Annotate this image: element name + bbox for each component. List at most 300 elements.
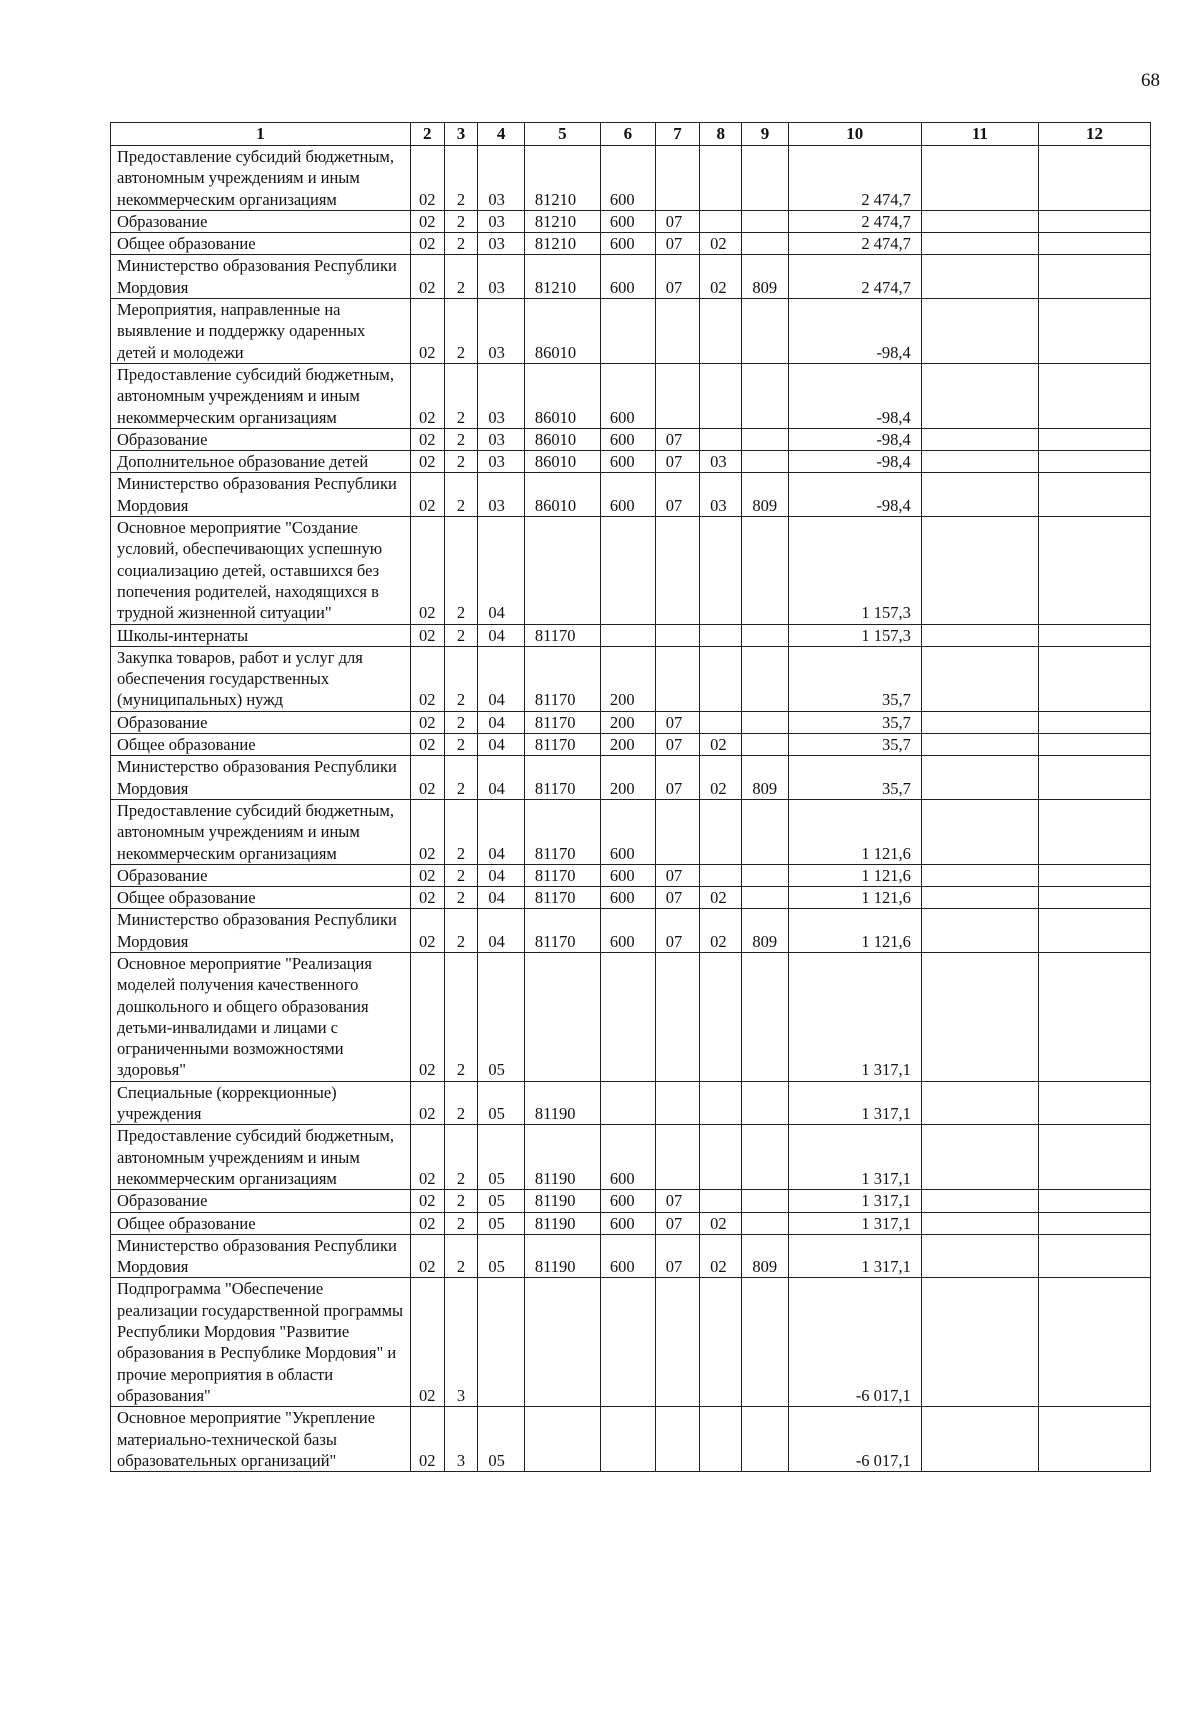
cell-code-5: 81210 xyxy=(524,146,600,211)
cell-code-6: 600 xyxy=(600,428,655,450)
cell-code-9 xyxy=(742,624,788,646)
cell-col-11 xyxy=(921,233,1038,255)
cell-code-7 xyxy=(655,146,699,211)
cell-col-12 xyxy=(1039,864,1151,886)
cell-code-4: 03 xyxy=(478,210,524,232)
cell-amount: 2 474,7 xyxy=(788,210,921,232)
cell-code-2: 02 xyxy=(410,1407,444,1472)
cell-amount: 35,7 xyxy=(788,734,921,756)
cell-code-9 xyxy=(742,233,788,255)
cell-code-5 xyxy=(524,517,600,624)
cell-code-5: 81170 xyxy=(524,909,600,953)
cell-name: Общее образование xyxy=(111,233,411,255)
cell-code-3: 2 xyxy=(444,255,478,299)
cell-code-3: 2 xyxy=(444,646,478,711)
cell-code-5: 81170 xyxy=(524,646,600,711)
cell-code-7: 07 xyxy=(655,451,699,473)
cell-code-8: 02 xyxy=(700,1234,742,1278)
cell-amount: 1 317,1 xyxy=(788,952,921,1081)
column-header-6: 6 xyxy=(600,123,655,146)
cell-code-6: 600 xyxy=(600,210,655,232)
cell-code-5 xyxy=(524,952,600,1081)
table-body xyxy=(111,146,1151,1472)
cell-code-4: 04 xyxy=(478,887,524,909)
cell-code-8: 02 xyxy=(700,734,742,756)
cell-name: Образование xyxy=(111,864,411,886)
cell-code-9 xyxy=(742,1081,788,1125)
cell-col-11 xyxy=(921,1234,1038,1278)
table-row xyxy=(111,517,1151,624)
cell-code-8: 02 xyxy=(700,756,742,800)
cell-code-7: 07 xyxy=(655,864,699,886)
cell-code-4: 03 xyxy=(478,451,524,473)
cell-code-9 xyxy=(742,646,788,711)
table-row xyxy=(111,1125,1151,1190)
cell-col-11 xyxy=(921,146,1038,211)
cell-col-11 xyxy=(921,363,1038,428)
cell-name: Дополнительное образование детей xyxy=(111,451,411,473)
cell-code-2: 02 xyxy=(410,1278,444,1407)
cell-code-3: 2 xyxy=(444,952,478,1081)
cell-code-8 xyxy=(700,1190,742,1212)
cell-code-4: 04 xyxy=(478,711,524,733)
cell-code-9 xyxy=(742,363,788,428)
cell-code-3: 2 xyxy=(444,711,478,733)
cell-code-8 xyxy=(700,146,742,211)
cell-code-2: 02 xyxy=(410,887,444,909)
cell-code-6: 600 xyxy=(600,363,655,428)
cell-code-6: 200 xyxy=(600,734,655,756)
cell-col-11 xyxy=(921,1278,1038,1407)
cell-code-9 xyxy=(742,517,788,624)
cell-amount: 1 317,1 xyxy=(788,1125,921,1190)
cell-code-5 xyxy=(524,1407,600,1472)
cell-code-6 xyxy=(600,517,655,624)
cell-code-2: 02 xyxy=(410,799,444,864)
cell-code-5: 81210 xyxy=(524,233,600,255)
cell-code-4: 05 xyxy=(478,1190,524,1212)
cell-col-12 xyxy=(1039,1407,1151,1472)
cell-code-7: 07 xyxy=(655,255,699,299)
cell-col-11 xyxy=(921,711,1038,733)
cell-col-11 xyxy=(921,646,1038,711)
cell-code-2: 02 xyxy=(410,864,444,886)
cell-name: Основное мероприятие "Создание условий, обеспечивающих успешную социализацию детей, оставшихся без попечения родителей, находящихся в трудной жизненной ситуации" xyxy=(111,517,411,624)
cell-name: Министерство образования Республики Мордовия xyxy=(111,1234,411,1278)
cell-code-8: 02 xyxy=(700,1212,742,1234)
cell-code-4: 03 xyxy=(478,299,524,364)
cell-amount: 1 121,6 xyxy=(788,799,921,864)
cell-code-8 xyxy=(700,952,742,1081)
cell-code-4: 05 xyxy=(478,1081,524,1125)
cell-col-11 xyxy=(921,909,1038,953)
cell-amount: -98,4 xyxy=(788,451,921,473)
cell-code-6: 600 xyxy=(600,451,655,473)
cell-code-3: 2 xyxy=(444,799,478,864)
cell-code-8 xyxy=(700,864,742,886)
cell-amount: 2 474,7 xyxy=(788,255,921,299)
cell-col-12 xyxy=(1039,233,1151,255)
cell-code-5: 86010 xyxy=(524,473,600,517)
cell-amount: 1 317,1 xyxy=(788,1190,921,1212)
column-header-2: 2 xyxy=(410,123,444,146)
cell-code-5: 81210 xyxy=(524,255,600,299)
table-row xyxy=(111,473,1151,517)
table-row xyxy=(111,1278,1151,1407)
column-header-8: 8 xyxy=(700,123,742,146)
cell-code-3: 2 xyxy=(444,517,478,624)
cell-code-3: 2 xyxy=(444,473,478,517)
cell-code-4: 04 xyxy=(478,734,524,756)
cell-code-2: 02 xyxy=(410,363,444,428)
cell-code-5: 81170 xyxy=(524,864,600,886)
cell-col-12 xyxy=(1039,909,1151,953)
cell-code-7 xyxy=(655,517,699,624)
cell-code-6: 600 xyxy=(600,1190,655,1212)
cell-code-4: 03 xyxy=(478,233,524,255)
table-row xyxy=(111,909,1151,953)
cell-code-7: 07 xyxy=(655,1190,699,1212)
cell-code-4: 04 xyxy=(478,646,524,711)
cell-code-9: 809 xyxy=(742,909,788,953)
cell-code-2: 02 xyxy=(410,909,444,953)
cell-code-2: 02 xyxy=(410,428,444,450)
cell-code-8 xyxy=(700,363,742,428)
cell-col-11 xyxy=(921,428,1038,450)
table-row xyxy=(111,146,1151,211)
cell-code-2: 02 xyxy=(410,255,444,299)
cell-code-5: 81170 xyxy=(524,624,600,646)
cell-name: Основное мероприятие "Реализация моделей получения качественного дошкольного и общего образования детьми-инвалидами и лицами с ограниченными возможностями здоровья" xyxy=(111,952,411,1081)
table-row xyxy=(111,1407,1151,1472)
cell-col-12 xyxy=(1039,210,1151,232)
cell-code-8 xyxy=(700,646,742,711)
cell-code-9: 809 xyxy=(742,473,788,517)
cell-code-9: 809 xyxy=(742,756,788,800)
cell-code-4: 04 xyxy=(478,517,524,624)
cell-code-8: 02 xyxy=(700,887,742,909)
cell-code-6: 600 xyxy=(600,473,655,517)
cell-code-4: 03 xyxy=(478,255,524,299)
cell-code-6: 600 xyxy=(600,887,655,909)
table-row xyxy=(111,624,1151,646)
cell-col-12 xyxy=(1039,428,1151,450)
cell-code-8 xyxy=(700,210,742,232)
cell-amount: -98,4 xyxy=(788,363,921,428)
cell-name: Подпрограмма "Обеспечение реализации государственной программы Республики Мордовия "Развитие образования в Республике Мордовия" и прочие мероприятия в области образования" xyxy=(111,1278,411,1407)
table-row xyxy=(111,255,1151,299)
table-row xyxy=(111,952,1151,1081)
cell-code-5: 86010 xyxy=(524,451,600,473)
cell-code-6: 600 xyxy=(600,255,655,299)
table-row xyxy=(111,299,1151,364)
cell-code-7: 07 xyxy=(655,473,699,517)
cell-code-4: 04 xyxy=(478,624,524,646)
cell-code-2: 02 xyxy=(410,233,444,255)
cell-code-7 xyxy=(655,1407,699,1472)
cell-code-8 xyxy=(700,1278,742,1407)
cell-name: Предоставление субсидий бюджетным, автономным учреждениям и иным некоммерческим организациям xyxy=(111,363,411,428)
cell-code-9 xyxy=(742,734,788,756)
cell-code-9 xyxy=(742,299,788,364)
cell-code-3: 2 xyxy=(444,1081,478,1125)
cell-name: Общее образование xyxy=(111,734,411,756)
cell-code-3: 2 xyxy=(444,363,478,428)
cell-code-8 xyxy=(700,711,742,733)
cell-col-11 xyxy=(921,451,1038,473)
cell-name: Мероприятия, направленные на выявление и поддержку одаренных детей и молодежи xyxy=(111,299,411,364)
cell-code-2: 02 xyxy=(410,711,444,733)
cell-code-7: 07 xyxy=(655,233,699,255)
cell-code-3: 2 xyxy=(444,146,478,211)
cell-code-2: 02 xyxy=(410,624,444,646)
cell-code-4: 03 xyxy=(478,363,524,428)
cell-code-7: 07 xyxy=(655,428,699,450)
cell-code-2: 02 xyxy=(410,299,444,364)
cell-col-11 xyxy=(921,1212,1038,1234)
cell-amount: 1 317,1 xyxy=(788,1081,921,1125)
cell-code-6: 200 xyxy=(600,646,655,711)
cell-col-11 xyxy=(921,1125,1038,1190)
cell-code-5: 86010 xyxy=(524,299,600,364)
cell-col-11 xyxy=(921,799,1038,864)
cell-col-12 xyxy=(1039,711,1151,733)
table-row xyxy=(111,1190,1151,1212)
cell-name: Образование xyxy=(111,428,411,450)
cell-col-12 xyxy=(1039,451,1151,473)
cell-amount: 2 474,7 xyxy=(788,233,921,255)
cell-code-9 xyxy=(742,864,788,886)
cell-code-6: 600 xyxy=(600,909,655,953)
cell-code-9 xyxy=(742,799,788,864)
cell-code-6 xyxy=(600,299,655,364)
cell-code-4: 03 xyxy=(478,146,524,211)
cell-code-2: 02 xyxy=(410,646,444,711)
cell-name: Основное мероприятие "Укрепление материально-технической базы образовательных организаций" xyxy=(111,1407,411,1472)
cell-col-11 xyxy=(921,734,1038,756)
cell-code-2: 02 xyxy=(410,1190,444,1212)
cell-col-11 xyxy=(921,1407,1038,1472)
cell-code-6: 200 xyxy=(600,756,655,800)
cell-code-5: 81170 xyxy=(524,711,600,733)
cell-amount: 1 121,6 xyxy=(788,864,921,886)
cell-code-9 xyxy=(742,1125,788,1190)
cell-code-7 xyxy=(655,799,699,864)
cell-code-2: 02 xyxy=(410,1212,444,1234)
cell-code-2: 02 xyxy=(410,1081,444,1125)
column-header-5: 5 xyxy=(524,123,600,146)
cell-code-3: 2 xyxy=(444,1190,478,1212)
cell-code-6 xyxy=(600,1407,655,1472)
cell-code-4: 04 xyxy=(478,756,524,800)
cell-code-2: 02 xyxy=(410,756,444,800)
cell-code-2: 02 xyxy=(410,734,444,756)
cell-code-2: 02 xyxy=(410,952,444,1081)
cell-col-12 xyxy=(1039,363,1151,428)
cell-col-11 xyxy=(921,1081,1038,1125)
cell-code-7 xyxy=(655,1081,699,1125)
cell-code-6: 600 xyxy=(600,1212,655,1234)
cell-code-9: 809 xyxy=(742,1234,788,1278)
cell-code-8 xyxy=(700,799,742,864)
table-row xyxy=(111,864,1151,886)
cell-code-5: 81190 xyxy=(524,1081,600,1125)
table-row xyxy=(111,646,1151,711)
column-header-1: 1 xyxy=(111,123,411,146)
cell-code-4: 04 xyxy=(478,799,524,864)
cell-name: Предоставление субсидий бюджетным, автономным учреждениям и иным некоммерческим организациям xyxy=(111,1125,411,1190)
cell-amount: -98,4 xyxy=(788,473,921,517)
cell-code-3: 2 xyxy=(444,428,478,450)
cell-name: Министерство образования Республики Мордовия xyxy=(111,473,411,517)
cell-code-9: 809 xyxy=(742,255,788,299)
cell-col-12 xyxy=(1039,1125,1151,1190)
cell-col-12 xyxy=(1039,299,1151,364)
cell-col-12 xyxy=(1039,952,1151,1081)
cell-code-3: 2 xyxy=(444,756,478,800)
column-header-9: 9 xyxy=(742,123,788,146)
cell-code-4: 05 xyxy=(478,1212,524,1234)
cell-col-11 xyxy=(921,299,1038,364)
cell-code-4: 04 xyxy=(478,864,524,886)
cell-code-8 xyxy=(700,299,742,364)
cell-col-11 xyxy=(921,952,1038,1081)
cell-col-12 xyxy=(1039,517,1151,624)
table-row xyxy=(111,451,1151,473)
cell-code-5: 81170 xyxy=(524,887,600,909)
cell-code-9 xyxy=(742,146,788,211)
cell-col-12 xyxy=(1039,734,1151,756)
cell-code-6 xyxy=(600,624,655,646)
page-number: 68 xyxy=(1141,70,1160,91)
cell-code-6: 600 xyxy=(600,1234,655,1278)
cell-col-11 xyxy=(921,473,1038,517)
column-header-12: 12 xyxy=(1039,123,1151,146)
cell-amount: 1 121,6 xyxy=(788,887,921,909)
cell-name: Школы-интернаты xyxy=(111,624,411,646)
cell-code-8: 03 xyxy=(700,473,742,517)
cell-col-12 xyxy=(1039,646,1151,711)
cell-code-7: 07 xyxy=(655,210,699,232)
cell-name: Образование xyxy=(111,711,411,733)
cell-code-4: 05 xyxy=(478,1125,524,1190)
table-row xyxy=(111,756,1151,800)
cell-code-3: 2 xyxy=(444,887,478,909)
table-row xyxy=(111,1081,1151,1125)
cell-col-12 xyxy=(1039,1278,1151,1407)
cell-code-7: 07 xyxy=(655,909,699,953)
cell-code-4: 04 xyxy=(478,909,524,953)
cell-code-6: 600 xyxy=(600,233,655,255)
cell-code-5: 86010 xyxy=(524,363,600,428)
cell-code-9 xyxy=(742,210,788,232)
cell-code-5: 81210 xyxy=(524,210,600,232)
cell-amount: 1 157,3 xyxy=(788,517,921,624)
cell-code-7: 07 xyxy=(655,756,699,800)
cell-name: Министерство образования Республики Мордовия xyxy=(111,909,411,953)
cell-code-7: 07 xyxy=(655,1234,699,1278)
cell-code-5: 81190 xyxy=(524,1125,600,1190)
cell-code-3: 2 xyxy=(444,734,478,756)
cell-code-8: 02 xyxy=(700,255,742,299)
column-header-7: 7 xyxy=(655,123,699,146)
cell-code-6: 600 xyxy=(600,146,655,211)
cell-name: Образование xyxy=(111,210,411,232)
cell-code-9 xyxy=(742,451,788,473)
cell-code-7: 07 xyxy=(655,734,699,756)
cell-code-4: 05 xyxy=(478,952,524,1081)
cell-code-4 xyxy=(478,1278,524,1407)
cell-code-2: 02 xyxy=(410,1125,444,1190)
cell-name: Общее образование xyxy=(111,887,411,909)
column-header-11: 11 xyxy=(921,123,1038,146)
cell-code-7 xyxy=(655,1278,699,1407)
cell-code-7: 07 xyxy=(655,711,699,733)
cell-amount: 1 121,6 xyxy=(788,909,921,953)
cell-code-3: 2 xyxy=(444,864,478,886)
cell-code-9 xyxy=(742,1407,788,1472)
cell-name: Предоставление субсидий бюджетным, автономным учреждениям и иным некоммерческим организациям xyxy=(111,146,411,211)
cell-name: Закупка товаров, работ и услуг для обеспечения государственных (муниципальных) нужд xyxy=(111,646,411,711)
cell-col-12 xyxy=(1039,1212,1151,1234)
cell-amount: 35,7 xyxy=(788,756,921,800)
column-header-3: 3 xyxy=(444,123,478,146)
table-row xyxy=(111,734,1151,756)
cell-col-11 xyxy=(921,756,1038,800)
cell-code-7: 07 xyxy=(655,1212,699,1234)
cell-col-12 xyxy=(1039,624,1151,646)
cell-col-11 xyxy=(921,864,1038,886)
cell-code-4: 03 xyxy=(478,428,524,450)
cell-amount: 1 317,1 xyxy=(788,1212,921,1234)
cell-code-9 xyxy=(742,428,788,450)
cell-amount: -98,4 xyxy=(788,428,921,450)
cell-code-5: 81170 xyxy=(524,734,600,756)
cell-col-11 xyxy=(921,624,1038,646)
cell-code-5: 86010 xyxy=(524,428,600,450)
table-row xyxy=(111,363,1151,428)
cell-code-3: 2 xyxy=(444,1234,478,1278)
cell-code-4: 05 xyxy=(478,1407,524,1472)
cell-code-9 xyxy=(742,952,788,1081)
cell-col-11 xyxy=(921,255,1038,299)
column-header-4: 4 xyxy=(478,123,524,146)
cell-code-3: 2 xyxy=(444,233,478,255)
cell-code-8 xyxy=(700,1081,742,1125)
cell-col-12 xyxy=(1039,146,1151,211)
cell-code-2: 02 xyxy=(410,210,444,232)
cell-code-3: 2 xyxy=(444,299,478,364)
cell-col-11 xyxy=(921,1190,1038,1212)
cell-code-5: 81190 xyxy=(524,1190,600,1212)
cell-code-3: 2 xyxy=(444,451,478,473)
cell-name: Специальные (коррекционные) учреждения xyxy=(111,1081,411,1125)
cell-code-8 xyxy=(700,517,742,624)
cell-col-11 xyxy=(921,210,1038,232)
cell-code-9 xyxy=(742,1212,788,1234)
cell-code-8 xyxy=(700,1407,742,1472)
column-header-10: 10 xyxy=(788,123,921,146)
table-row xyxy=(111,711,1151,733)
cell-amount: 1 317,1 xyxy=(788,1234,921,1278)
cell-code-9 xyxy=(742,711,788,733)
cell-col-12 xyxy=(1039,887,1151,909)
cell-code-3: 2 xyxy=(444,624,478,646)
cell-col-12 xyxy=(1039,1190,1151,1212)
cell-code-3: 2 xyxy=(444,1125,478,1190)
cell-code-7 xyxy=(655,646,699,711)
cell-code-8: 03 xyxy=(700,451,742,473)
